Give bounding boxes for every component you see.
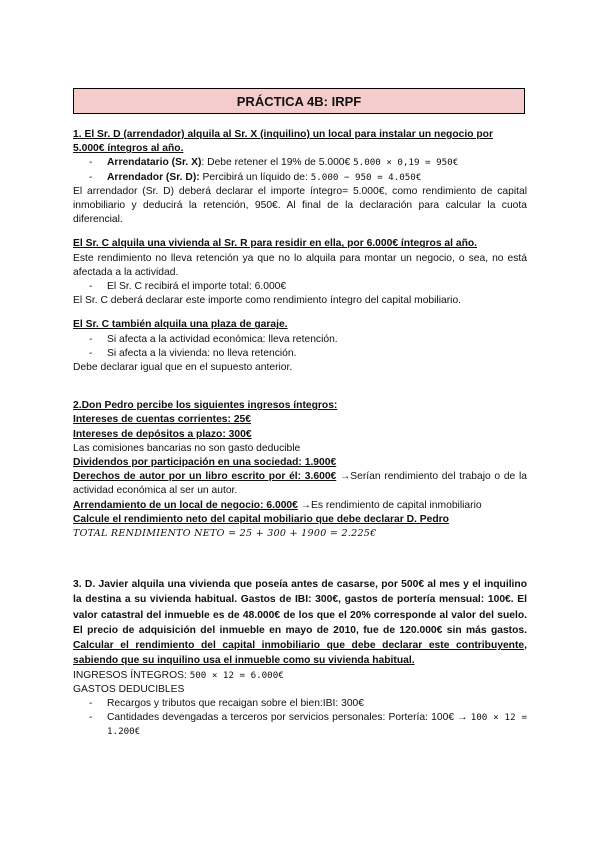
list-item: - El Sr. C recibirá el importe total: 6.000€ [73,280,527,294]
note-line: Las comisiones bancarias no son gasto deducible [73,442,301,454]
section2-heading: El Sr. C alquila una vivienda al Sr. R para residir en ella, por 6.000€ íntegros al año. [73,238,478,250]
income-line: Dividendos por participación en una sociedad: 1.900€ [73,457,337,469]
section3-paragraph: Debe declarar igual que en el supuesto anterior. [73,362,293,374]
section1-paragraph: El arrendador (Sr. D) deberá declarar el importe íntegro= 5.000€, como rendimiento de capital inmobiliario y deducirá la retención, 950€. Al final de la declaración para calcular la cuota diferencial. [73,185,527,226]
list-item: - Arrendatario (Sr. X): Debe retener el 19% de 5.000€ 5.000 × 0,19 = 950€ [73,156,527,170]
page-title: PRÁCTICA 4B: IRPF [73,88,525,114]
section3-heading: El Sr. C también alquila una plaza de garaje. [73,319,288,331]
section2-paragraph-2: El Sr. C deberá declarar este importe como rendimiento íntegro del capital mobiliario. [73,295,462,307]
section2-list [73,280,527,294]
list-item: - Si afecta a la vivienda: no lleva retención. [73,347,527,361]
section5-paragraph: 3. D. Javier alquila una vivienda que poseía antes de casarse, por 500€ al mes y el inquilino la destina a su vivienda habitual. Gastos de IBI: 300€, gastos de portería mensual: 100€. El valor catastral del inmueble es de 48.000€ de los que el 20% corresponde al valor del suelo. El precio de adquisición del inmueble en mayo de 2010, fue de 120.000€ sin más gastos. Calcular el rendimiento del capital inmobiliario que debe declarar este contribuyente, sabiendo que su inquilino usa el inmueble como su vivienda habitual. [73,579,527,667]
income-line: Arrendamiento de un local de negocio: 6.000€ →Es rendimiento de capital inmobiliario [73,499,482,511]
gastos-heading: GASTOS DEDUCIBLES [73,683,185,695]
income-line: Derechos de autor por un libro escrito por él: 3.600€ →Serían rendimiento del trabajo o de la actividad económica al ser un autor. [73,471,527,497]
section1-list [73,156,527,184]
total-formula: TOTAL RENDIMIENTO NETO = 25 + 300 + 1900 = 2.225€ [73,528,377,540]
document-body [73,128,527,740]
ingresos-line: INGRESOS ÍNTEGROS: 500 × 12 = 6.000€ [73,669,284,681]
section3-list [73,333,527,361]
list-item: - Recargos y tributos que recaigan sobre el bien:IBI: 300€ [73,697,527,711]
list-item: - Si afecta a la actividad económica: lleva retención. [73,333,527,347]
income-line: Intereses de depósitos a plazo: 300€ [73,428,252,440]
list-item: - Cantidades devengadas a terceros por servicios personales: Portería: 100€ → 100 × 12 = 1.200€ [73,711,527,739]
income-line: Intereses de cuentas corrientes: 25€ [73,414,251,426]
list-item: - Arrendador (Sr. D): Percibirá un líquido de: 5.000 − 950 = 4.050€ [73,171,527,185]
section2-paragraph: Este rendimiento no lleva retención ya que no lo alquila para montar un negocio, o sea, no está afectada a la actividad. [73,252,527,278]
section1-heading: 1. El Sr. D (arrendador) alquila al Sr. X (inquilino) un local para instalar un negocio por 5.000€ íntegros al año. [73,129,493,155]
section4-heading: 2.Don Pedro percibe los siguientes ingresos íntegros: [73,400,338,412]
question-line: Calcule el rendimiento neto del capital mobiliario que debe declarar D. Pedro [73,513,449,525]
gastos-list [73,697,527,740]
